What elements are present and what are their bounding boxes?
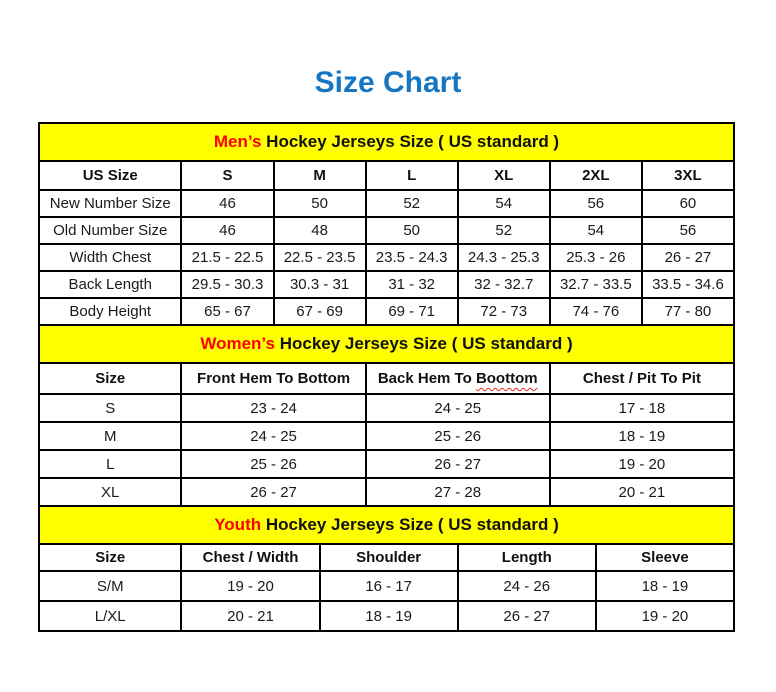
header-row [39, 363, 734, 394]
value-cell: 54 [550, 217, 642, 244]
value-cell: 50 [366, 217, 458, 244]
value-cell: 23 - 24 [181, 394, 365, 422]
value-cell: 69 - 71 [366, 298, 458, 325]
value-cell: 24 - 26 [458, 571, 596, 601]
value-cell: 50 [274, 190, 366, 217]
column-header: XL [458, 161, 550, 190]
column-header: US Size [39, 161, 181, 190]
section-title-highlight: Men’s [213, 132, 262, 151]
value-cell: 56 [550, 190, 642, 217]
value-cell: 48 [274, 217, 366, 244]
value-cell: 26 - 27 [642, 244, 734, 271]
value-cell: 67 - 69 [274, 298, 366, 325]
value-cell: 29.5 - 30.3 [181, 271, 273, 298]
row-label: L/XL [39, 601, 181, 631]
header-row [39, 544, 734, 571]
value-cell: 24 - 25 [181, 422, 365, 450]
section-title-highlight: Youth [214, 515, 262, 534]
column-header: M [274, 161, 366, 190]
row-label: Old Number Size [39, 217, 181, 244]
womens-section-title [39, 325, 734, 363]
value-cell: 54 [458, 190, 550, 217]
womens-section-band [39, 325, 734, 363]
value-cell: 30.3 - 31 [274, 271, 366, 298]
youth-size-table [38, 505, 735, 632]
table-row [39, 298, 734, 325]
size-tables-container [38, 122, 735, 632]
row-label: Back Length [39, 271, 181, 298]
value-cell: 65 - 67 [181, 298, 273, 325]
value-cell: 18 - 19 [320, 601, 458, 631]
section-title-text: Hockey Jerseys Size ( US standard ) [266, 132, 560, 151]
value-cell: 16 - 17 [320, 571, 458, 601]
value-cell: 18 - 19 [596, 571, 734, 601]
value-cell: 23.5 - 24.3 [366, 244, 458, 271]
section-title-text: Hockey Jerseys Size ( US standard ) [279, 334, 573, 353]
value-cell: 22.5 - 23.5 [274, 244, 366, 271]
column-header: Size [39, 363, 181, 394]
page-title: Size Chart [314, 66, 462, 99]
value-cell: 24.3 - 25.3 [458, 244, 550, 271]
value-cell: 52 [366, 190, 458, 217]
value-cell: 26 - 27 [366, 450, 550, 478]
column-header: Shoulder [320, 544, 458, 571]
row-label: XL [39, 478, 181, 506]
value-cell: 46 [181, 217, 273, 244]
value-cell: 33.5 - 34.6 [642, 271, 734, 298]
value-cell: 20 - 21 [181, 601, 319, 631]
spellcheck-squiggle-word: Boottom [475, 370, 538, 387]
header-row [39, 161, 734, 190]
row-label: L [39, 450, 181, 478]
column-header: Size [39, 544, 181, 571]
column-header: S [181, 161, 273, 190]
column-header: Front Hem To Bottom [181, 363, 365, 394]
value-cell: 25 - 26 [181, 450, 365, 478]
row-label: S [39, 394, 181, 422]
value-cell: 32.7 - 33.5 [550, 271, 642, 298]
table-row [39, 190, 734, 217]
value-cell: 19 - 20 [181, 571, 319, 601]
column-header: Chest / Pit To Pit [550, 363, 734, 394]
value-cell: 74 - 76 [550, 298, 642, 325]
table-row [39, 422, 734, 450]
table-row [39, 394, 734, 422]
table-row [39, 571, 734, 601]
value-cell: 56 [642, 217, 734, 244]
column-header: Length [458, 544, 596, 571]
value-cell: 19 - 20 [550, 450, 734, 478]
mens-section-title [39, 123, 734, 161]
mens-section-band [39, 123, 734, 161]
value-cell: 24 - 25 [366, 394, 550, 422]
value-cell: 31 - 32 [366, 271, 458, 298]
value-cell: 52 [458, 217, 550, 244]
row-label: M [39, 422, 181, 450]
table-row [39, 217, 734, 244]
column-header: Chest / Width [181, 544, 319, 571]
table-row [39, 244, 734, 271]
column-header: 2XL [550, 161, 642, 190]
row-label: S/M [39, 571, 181, 601]
youth-section-title [39, 506, 734, 544]
column-header: Back Hem To Boottom [366, 363, 550, 394]
column-header: Sleeve [596, 544, 734, 571]
section-title-text: Hockey Jerseys Size ( US standard ) [265, 515, 559, 534]
table-row [39, 601, 734, 631]
value-cell: 27 - 28 [366, 478, 550, 506]
value-cell: 20 - 21 [550, 478, 734, 506]
section-title-highlight: Women’s [200, 334, 275, 353]
value-cell: 60 [642, 190, 734, 217]
value-cell: 25.3 - 26 [550, 244, 642, 271]
value-cell: 26 - 27 [458, 601, 596, 631]
value-cell: 46 [181, 190, 273, 217]
value-cell: 21.5 - 22.5 [181, 244, 273, 271]
value-cell: 72 - 73 [458, 298, 550, 325]
value-cell: 77 - 80 [642, 298, 734, 325]
table-row [39, 271, 734, 298]
value-cell: 32 - 32.7 [458, 271, 550, 298]
value-cell: 17 - 18 [550, 394, 734, 422]
table-row [39, 478, 734, 506]
table-row [39, 450, 734, 478]
value-cell: 18 - 19 [550, 422, 734, 450]
row-label: Body Height [39, 298, 181, 325]
value-cell: 25 - 26 [366, 422, 550, 450]
column-header: L [366, 161, 458, 190]
column-header: 3XL [642, 161, 734, 190]
row-label: New Number Size [39, 190, 181, 217]
mens-size-table [38, 122, 735, 326]
womens-size-table [38, 324, 735, 507]
value-cell: 19 - 20 [596, 601, 734, 631]
row-label: Width Chest [39, 244, 181, 271]
youth-section-band [39, 506, 734, 544]
value-cell: 26 - 27 [181, 478, 365, 506]
